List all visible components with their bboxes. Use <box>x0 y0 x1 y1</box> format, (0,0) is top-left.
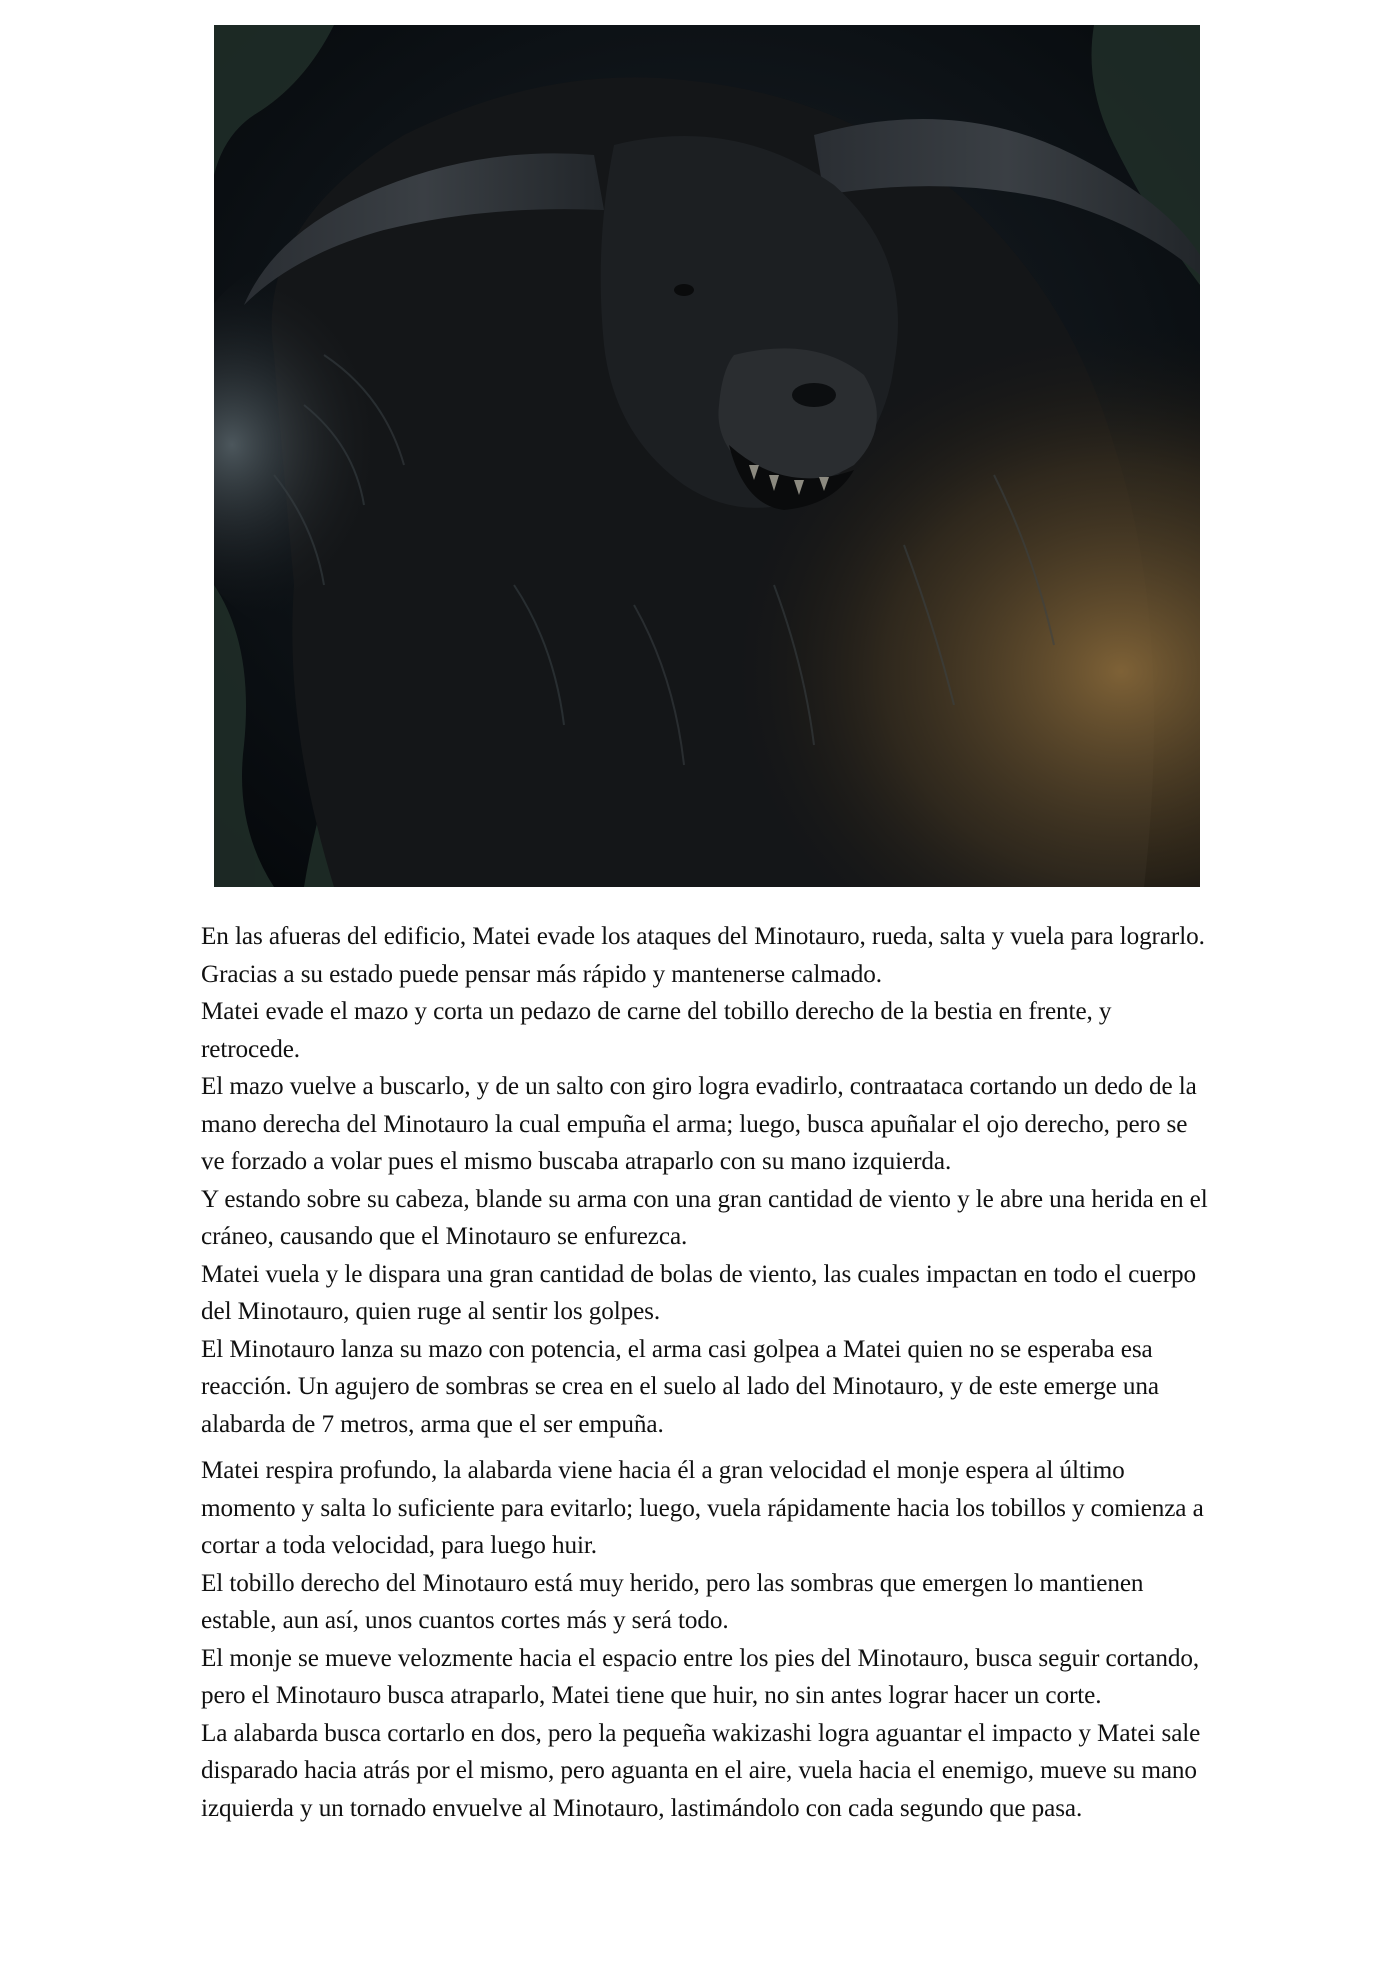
minotaur-image <box>214 25 1200 887</box>
paragraph: Matei respira profundo, la alabarda viene hacia él a gran velocidad el monje espera al último momento y salta lo suficiente para evitarlo; luego, vuela rápidamente hacia los tobillos y comienza a cortar a toda velocidad, para luego huir. <box>201 1457 1204 1559</box>
paragraph: El mazo vuelve a buscarlo, y de un salto con giro logra evadirlo, contraataca cortando un dedo de la mano derecha del Minotauro la cual empuña el arma; luego, busca apuñalar el ojo derecho, pero se ve forzado a volar pues el mismo buscaba atraparlo con su mano izquierda. <box>201 1073 1197 1175</box>
paragraph: Matei evade el mazo y corta un pedazo de carne del tobillo derecho de la bestia en frente, y retrocede. <box>201 998 1112 1063</box>
paragraph: El tobillo derecho del Minotauro está muy herido, pero las sombras que emergen lo mantienen estable, aun así, unos cuantos cortes más y será todo. <box>201 1569 1144 1634</box>
eye <box>674 284 694 296</box>
minotaur-illustration <box>214 25 1200 887</box>
paragraph: El monje se mueve velozmente hacia el espacio entre los pies del Minotauro, busca seguir cortando, pero el Minotauro busca atraparlo, Matei tiene que huir, no sin antes lograr hacer un corte. <box>201 1644 1200 1709</box>
paragraph: Y estando sobre su cabeza, blande su arma con una gran cantidad de viento y le abre una herida en el cráneo, causando que el Minotauro se enfurezca. <box>201 1185 1208 1250</box>
nostril <box>792 383 836 407</box>
story-text <box>201 918 1211 1827</box>
paragraph: El Minotauro lanza su mazo con potencia, el arma casi golpea a Matei quien no se esperaba esa reacción. Un agujero de sombras se crea en el suelo al lado del Minotauro, y de este emerge una alabarda de 7 metros, arma que el ser empuña. <box>201 1335 1159 1438</box>
paragraph: En las afueras del edificio, Matei evade los ataques del Minotauro, rueda, salta y vuela para lograrlo. Gracias a su estado puede pensar más rápido y mantenerse calmado. <box>201 923 1205 988</box>
paragraph: Matei vuela y le dispara una gran cantidad de bolas de viento, las cuales impactan en todo el cuerpo del Minotauro, quien ruge al sentir los golpes. <box>201 1260 1197 1325</box>
paragraph: La alabarda busca cortarlo en dos, pero la pequeña wakizashi logra aguantar el impacto y Matei sale disparado hacia atrás por el mismo, pero aguanta en el aire, vuela hacia el enemigo, mueve su mano izquierda y un tornado envuelve al Minotauro, lastimándolo con cada segundo que pasa. <box>201 1719 1201 1822</box>
